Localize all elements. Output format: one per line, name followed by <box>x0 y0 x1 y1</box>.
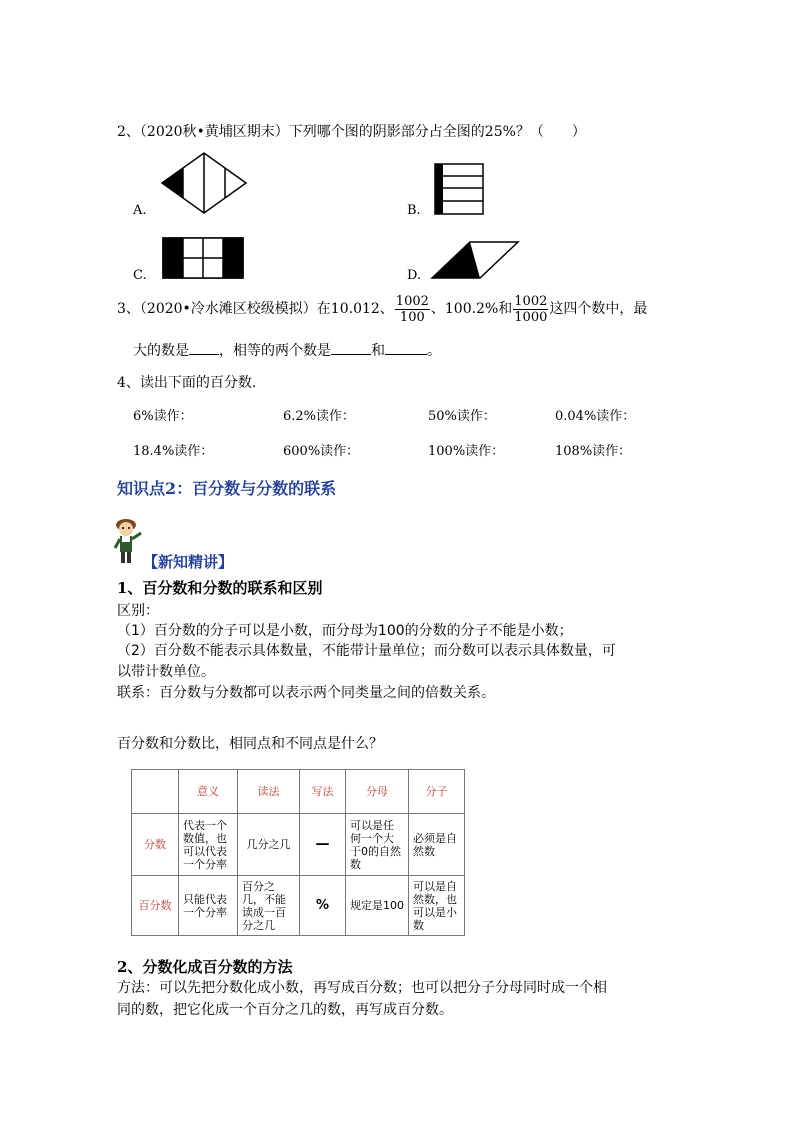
sub1-p2a: （2）百分数不能表示具体数量，不能带计量单位；而分数可以表示具体数量，可 <box>117 643 616 659</box>
table-cell: — <box>300 814 346 876</box>
table-header-cell: 分母 <box>346 770 409 814</box>
sub1-p2b: 以带计数单位。 <box>117 664 215 680</box>
q3-frac1-num: 1002 <box>395 293 429 309</box>
table-row <box>132 814 465 876</box>
q3-line2-a: 大的数是 <box>133 343 189 359</box>
cartoon-teacher-icon <box>110 516 144 566</box>
table-cell: 规定是100 <box>346 876 409 936</box>
figure-c <box>162 237 246 281</box>
q4-item: 600%读作： <box>283 444 360 459</box>
q4-item: 108%读作： <box>555 444 632 459</box>
sub2-p1: 方法：可以先把分数化成小数，再写成百分数；也可以把分子分母同时成一个相 <box>117 980 607 996</box>
q3-blank-equal-1[interactable] <box>331 340 371 355</box>
table-cell: 代表一个数值，也可以代表一个分率 <box>179 814 238 876</box>
option-b-label: B. <box>407 203 421 218</box>
q2-line <box>117 121 586 141</box>
q3-part3: 这四个数中，最 <box>549 301 648 317</box>
sub1-link: 联系：百分数与分数都可以表示两个同类量之间的倍数关系。 <box>117 685 495 701</box>
table-header-cell: 读法 <box>238 770 300 814</box>
q2-text: （2020秋•黄埔区期末）下列哪个图的阴影部分占全图的25%？（ ） <box>139 124 586 140</box>
q4-item: 6%读作： <box>133 409 193 424</box>
q3-line2-d: 。 <box>427 343 441 359</box>
q3-fraction-2 <box>513 294 548 325</box>
q4-item: 100%读作： <box>428 444 505 459</box>
table-cell: 百分数 <box>132 876 179 936</box>
q3-frac2-den: 1000 <box>514 309 548 325</box>
figure-b <box>434 163 486 217</box>
figure-a <box>160 150 250 216</box>
comparison-table <box>131 769 465 936</box>
q3-fraction-1 <box>395 294 430 325</box>
table-cell: 分数 <box>132 814 179 876</box>
table-header-cell: 写法 <box>300 770 346 814</box>
q4-number: 4、 <box>117 375 140 391</box>
table-cell: 可以是自然数，也可以是小数 <box>409 876 465 936</box>
sub1-title: 1、百分数和分数的联系和区别 <box>117 579 323 597</box>
question-line: 百分数和分数比，相同点和不同点是什么？ <box>117 736 383 752</box>
q3-part2: 、100.2%和 <box>430 301 513 317</box>
table-cell: 必须是自然数 <box>409 814 465 876</box>
q3-frac2-num: 1002 <box>514 293 548 309</box>
table-cell: % <box>300 876 346 936</box>
q3-blank-equal-2[interactable] <box>385 340 427 355</box>
figure-d <box>430 238 520 282</box>
q3-line2 <box>133 340 441 360</box>
table-row <box>132 876 465 936</box>
q3-part1: （2020•冷水滩区校级模拟）在10.012、 <box>139 301 394 317</box>
q4-item: 6.2%读作： <box>283 409 356 424</box>
sub2-p2: 同的数，把它化成一个百分之几的数，再写成百分数。 <box>117 1002 453 1018</box>
q4-item: 18.4%读作： <box>133 444 214 459</box>
q3-blank-largest[interactable] <box>189 340 219 355</box>
table-header-cell: 意义 <box>179 770 238 814</box>
section-title: 知识点2：百分数与分数的联系 <box>117 479 337 498</box>
option-c-label: C. <box>133 268 147 283</box>
table-cell: 百分之几，不能读成一百分之几 <box>238 876 300 936</box>
sub1-p1: （1）百分数的分子可以是小数，而分母为100的分数的分子不能是小数； <box>117 623 573 639</box>
sub2-title: 2、分数化成百分数的方法 <box>117 958 293 976</box>
q4-text: 读出下面的百分数. <box>139 375 257 391</box>
table-cell: 可以是任何一个大于0的自然数 <box>346 814 409 876</box>
table-header-row <box>132 770 465 814</box>
table-cell: 几分之几 <box>238 814 300 876</box>
option-a-label: A. <box>133 203 147 218</box>
q3-line1 <box>117 292 647 326</box>
table-cell: 只能代表一个分率 <box>179 876 238 936</box>
q4-item: 0.04%读作： <box>555 409 636 424</box>
option-d-label: D. <box>407 268 422 283</box>
table-header-cell <box>132 770 179 814</box>
q3-line2-b: ，相等的两个数是 <box>219 343 331 359</box>
q2-number: 2、 <box>117 124 140 140</box>
q3-line2-c: 和 <box>371 343 385 359</box>
sub1-diff-label: 区别： <box>117 603 159 619</box>
table-header-cell: 分子 <box>409 770 465 814</box>
new-knowledge-heading: 【新知精讲】 <box>143 553 234 571</box>
q3-number: 3、 <box>117 301 140 317</box>
q4-line <box>117 372 256 392</box>
q3-frac1-den: 100 <box>399 309 425 325</box>
q4-item: 50%读作： <box>428 409 496 424</box>
